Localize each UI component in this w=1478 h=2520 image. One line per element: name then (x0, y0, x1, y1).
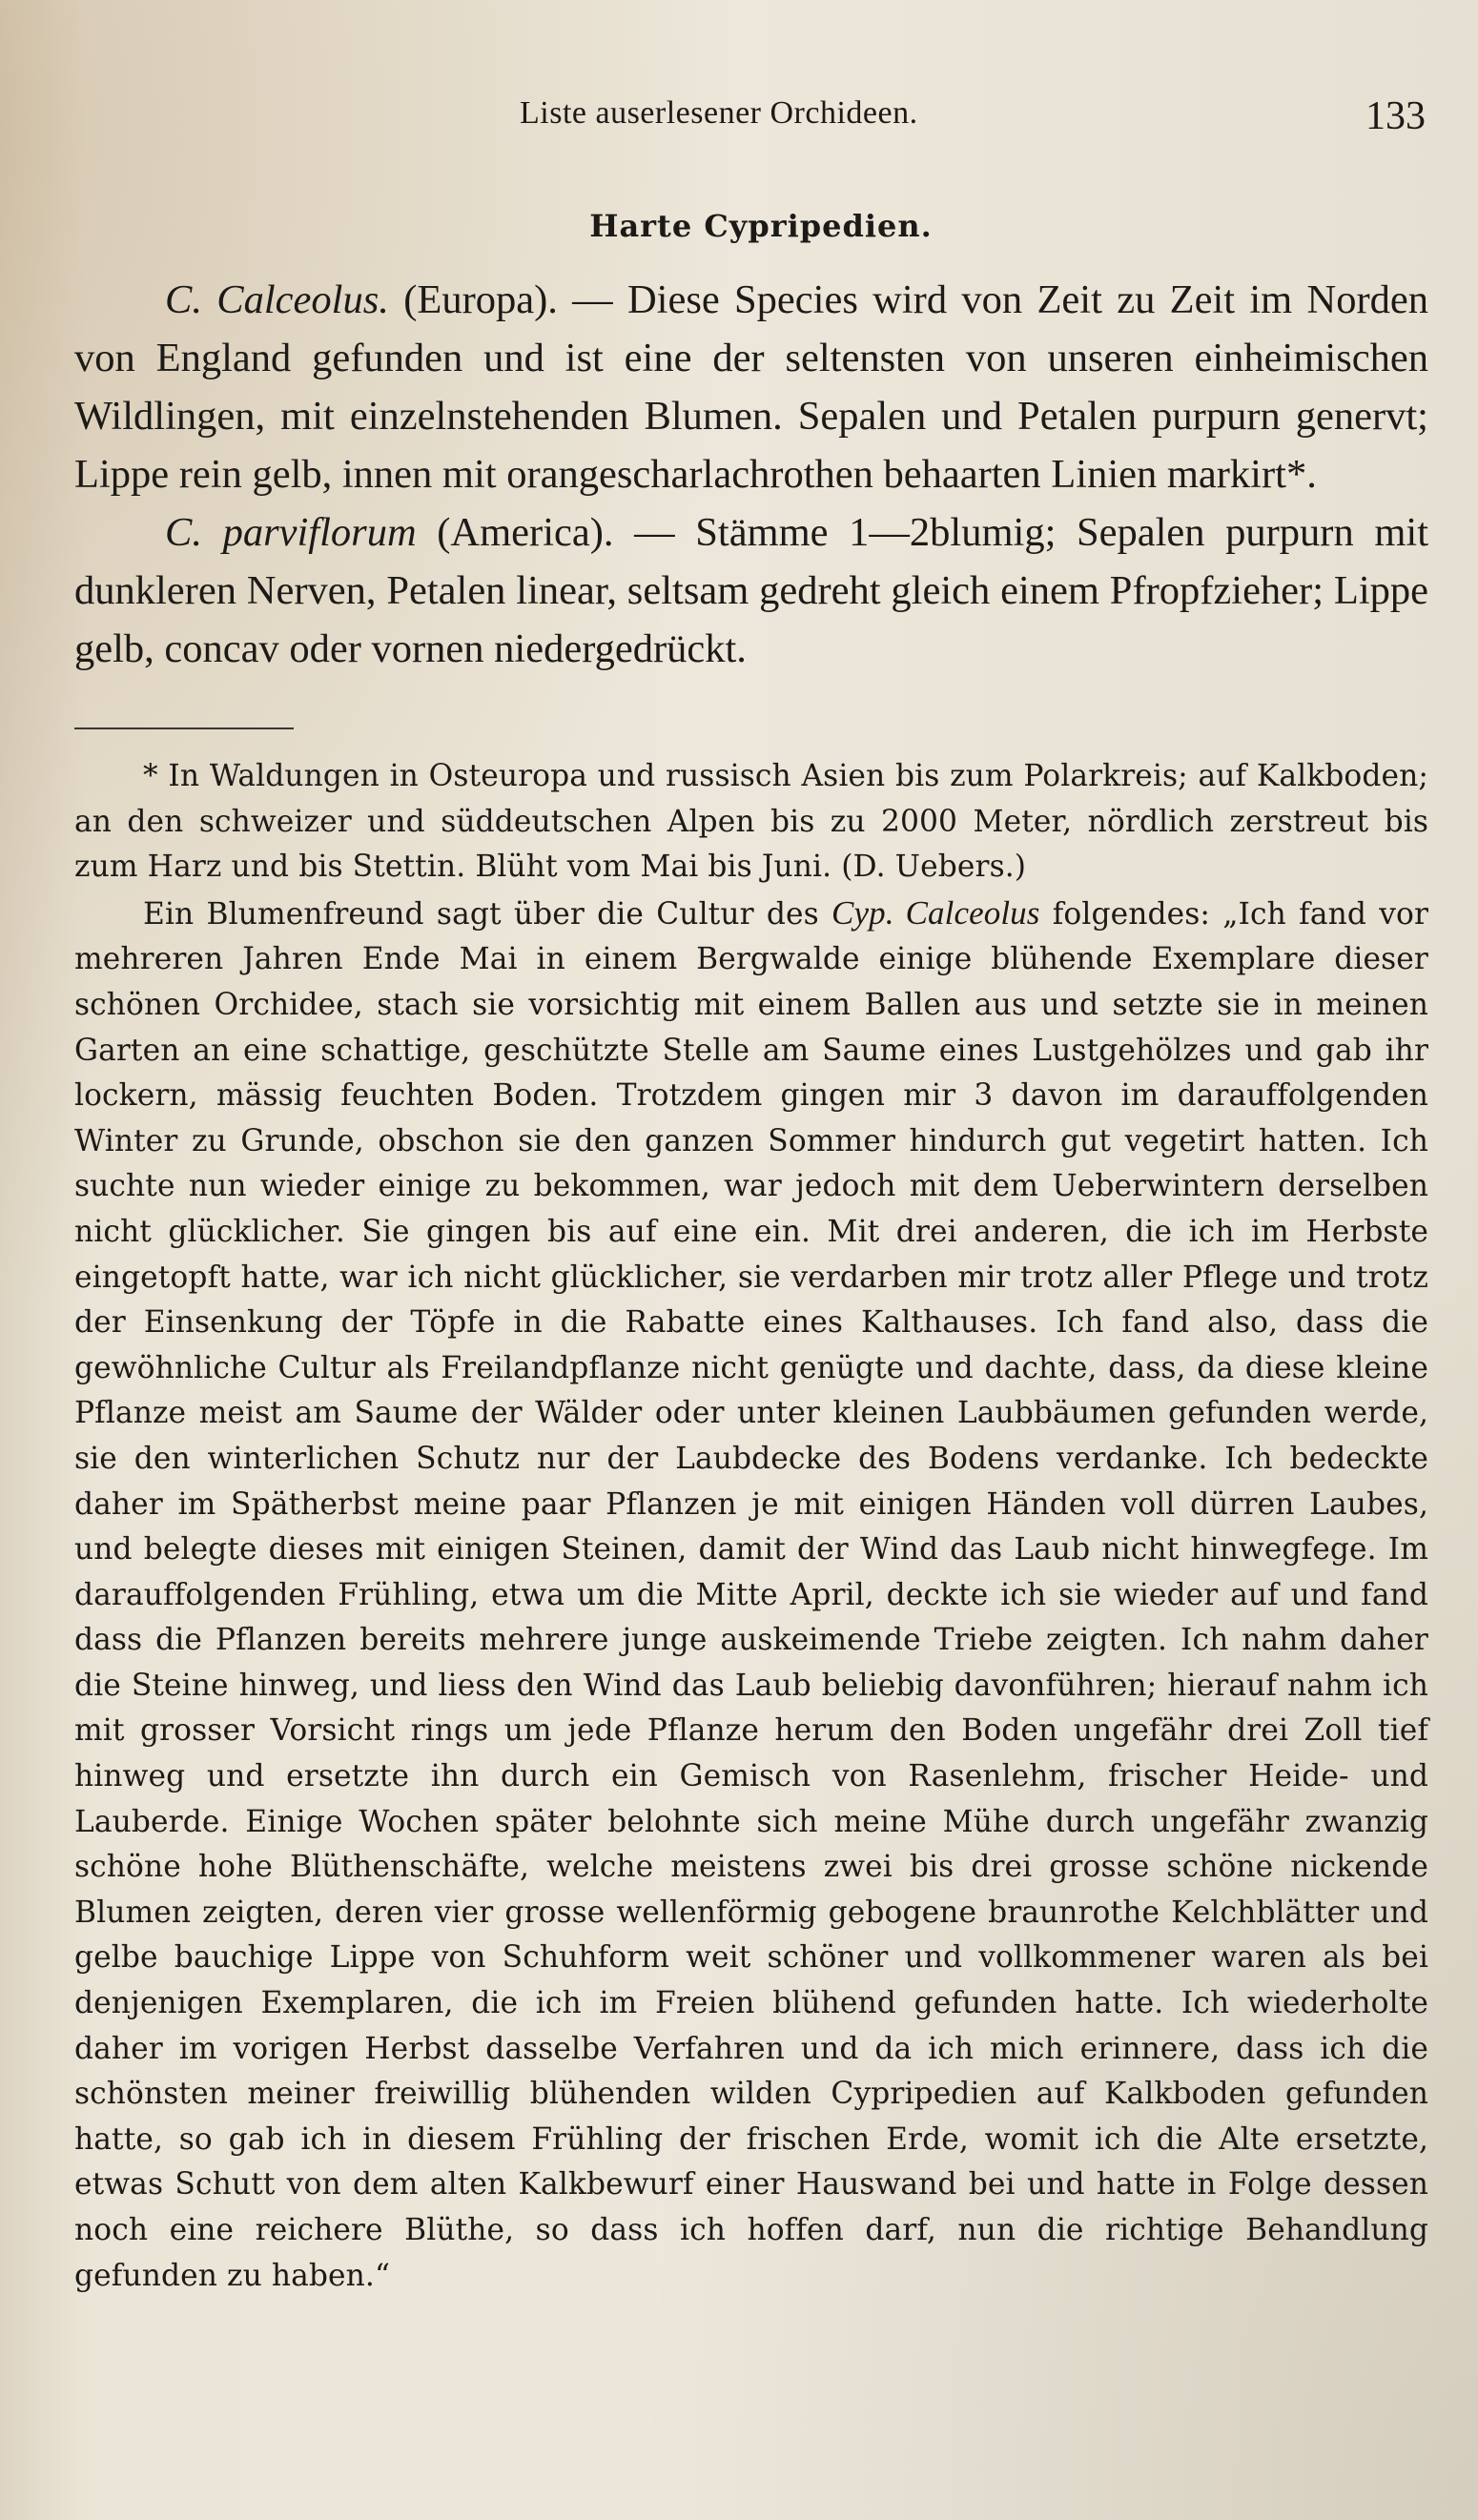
species-description: (America). — Stämme 1—2blumig; Sepalen purpurn mit dunkleren Nerven, Petalen linear, seltsam gedreht gleich einem Pfropfzieher; Lippe gelb, concav oder vornen niedergedrückt. (74, 510, 1429, 671)
page-number: 133 (1365, 94, 1426, 138)
footnote: * In Waldungen in Osteuropa und russisch Asien bis zum Polarkreis; auf Kalkboden; an den schweizer und süddeutschen Alpen bis zu 2000 Meter, nördlich zerstreut bis zum Harz und bis Stettin. Blüht vom Mai bis Juni. (D. Uebers.) (74, 759, 1428, 885)
running-title: Liste auserlesener Orchideen. (520, 95, 918, 131)
quote-species: Cyp. Calceolus (831, 893, 1040, 932)
species-entry-parviflorum (74, 503, 1428, 678)
quote-text: folgendes: „Ich fand vor mehreren Jahren Ende Mai in einem Bergwalde einige blühende Exemplare dieser schönen Orchidee, stach sie vorsichtig mit einem Ballen aus und setzte sie in meinen Garten an eine schattige, geschützte Stelle am Saume eines Lustgehölzes und gab ihr lockern, mässig feuchten Boden. Trotzdem gingen mir 3 davon im darauffolgenden Winter zu Grunde, obschon sie den ganzen Sommer hindurch gut vegetirt hatten. Ich suchte nun wieder einige zu bekommen, war jedoch mit dem Ueberwintern derselben nicht glücklicher. Sie gingen bis auf eine ein. Mit drei anderen, die ich im Herbste eingetopft hatte, war ich nicht glücklicher, sie verdarben mir trotz aller Pflege und trotz der Einsenkung der Töpfe in die Rabatte eines Kalthauses. Ich fand also, dass die gewöhnliche Cultur als Freilandpflanze nicht genügte und dachte, dass, da diese kleine Pflanze meist am Saume der Wälder oder unter kleinen Laubbäumen gefunden werde, sie den winterlichen Schutz nur der Laubdecke des Bodens verdanke. Ich bedeckte daher im Spätherbst meine paar Pflanzen je mit einigen Händen voll dürren Laubes, und belegte dieses mit einigen Steinen, damit der Wind das Laub nicht hinwegfege. Im darauffolgenden Frühling, etwa um die Mitte April, deckte ich sie wieder auf und fand dass die Pflanzen bereits mehrere junge auskeimende Triebe zeigten. Ich nahm daher die Steine hinweg, und liess den Wind das Laub beliebig davonführen; hierauf nahm ich mit grosser Vorsicht rings um jede Pflanze herum den Boden ungefähr drei Zoll tief hinweg und ersetzte ihn durch ein Gemisch von Rasenlehm, frischer Heide- und Lauberde. Einige Wochen später belohnte sich meine Mühe durch ungefähr zwanzig schöne hohe Blüthenschäfte, welche meistens zwei bis drei grosse schöne nickende Blumen zeigten, deren vier grosse wellenförmig gebogene braunrothe Kelchblätter und gelbe bauchige Lippe von Schuhform weit schöner und vollkommener waren als bei denjenigen Exemplaren, die ich im Freien blühend gefunden hatte. Ich wiederholte daher im vorigen Herbst dasselbe Verfahren und da ich mich erinnere, dass ich die schönsten meiner freiwillig blühenden wilden Cypripedien auf Kalkboden gefunden hatte, so gab ich in diesem Frühling der frischen Erde, womit ich die Alte ersetzte, etwas Schutt von dem alten Kalkbewurf einer Hauswand bei und hatte in Folge dessen noch eine reichere Blüthe, so dass ich hoffen darf, nun die richtige Behandlung gefunden zu haben.“ (74, 896, 1429, 2293)
footnote-quote (74, 891, 1428, 2299)
page-header (0, 95, 1478, 153)
quote-intro: Ein Blumenfreund sagt über die Cultur des (143, 896, 832, 932)
species-entry-calceolus (74, 271, 1428, 503)
species-name: C. Calceolus. (165, 277, 389, 322)
species-description: (Europa). — Diese Species wird von Zeit zu Zeit im Norden von England gefunden und ist eine der seltensten von unseren einheimischen Wildlingen, mit einzelnstehenden Blumen. Sepalen und Petalen purpurn genervt; Lippe rein gelb, innen mit orangescharlachrothen behaarten Linien markirt*. (74, 277, 1429, 497)
footnote-rule (74, 727, 294, 729)
page-content (74, 208, 1428, 2299)
section-heading: Harte Cypripedien. (589, 208, 933, 244)
species-name: C. parviflorum (165, 510, 417, 555)
